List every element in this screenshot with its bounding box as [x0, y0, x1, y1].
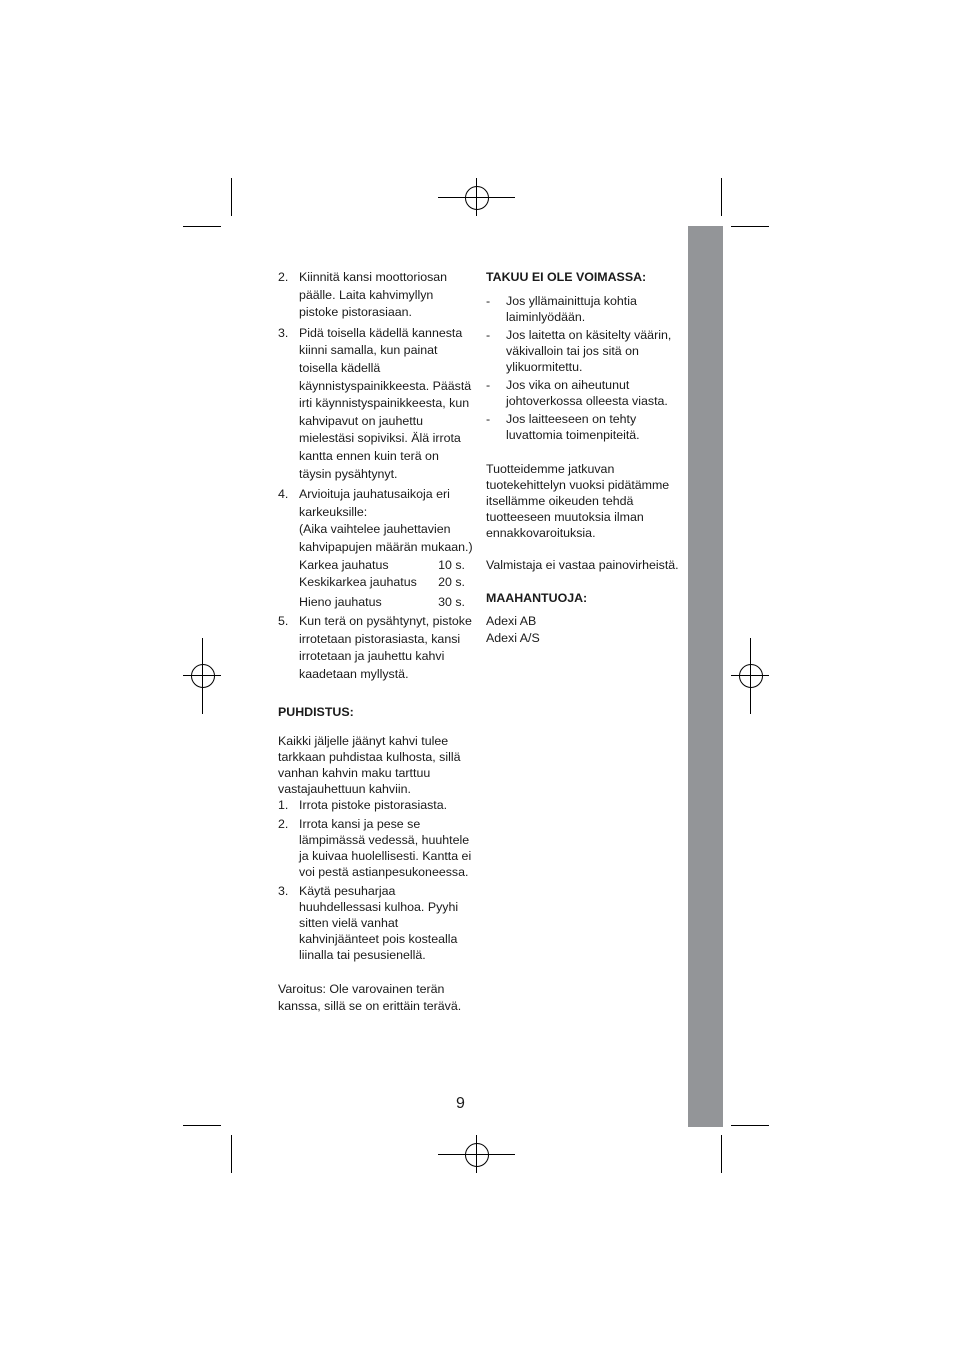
importer-heading: MAAHANTUOJA:	[486, 590, 588, 605]
list-item	[278, 816, 474, 880]
list-text: Irrota pistoke pistorasiasta.	[299, 798, 448, 813]
list-number: 2.	[278, 817, 289, 832]
grind-label: Keskikarkea jauhatus	[299, 575, 417, 590]
list-text: Jos laitetta on käsitelty väärin, väkivalloin tai jos sitä on ylikuormitettu.	[506, 327, 672, 374]
dash-bullet: -	[486, 293, 491, 308]
list-text: Kiinnitä kansi moottoriosan päälle. Laita kahvimyllyn pistoke pistorasiaan.	[299, 270, 448, 320]
list-item	[278, 797, 474, 813]
list-number: 3.	[278, 884, 289, 899]
grind-row	[299, 594, 474, 612]
list-item	[278, 325, 474, 483]
grind-time: 30 s.	[438, 594, 465, 609]
cleaning-heading: PUHDISTUS:	[278, 704, 354, 719]
misprint-note: Valmistaja ei vastaa painovirheistä.	[486, 557, 679, 572]
list-text: Kun terä on pysähtynyt, pistoke irrotetaan pistorasiasta, kansi irrotetaan ja jauhettu kahvi kaadetaan myllystä.	[299, 614, 472, 682]
list-number: 3.	[278, 325, 289, 340]
development-note: Tuotteidemme jatkuvan tuotekehittelyn vuoksi pidätämme itsellämme oikeuden tehdä tuotteeseen muutoksia ilman ennakkovaroituksia.	[486, 461, 670, 540]
left-column	[278, 269, 474, 1014]
list-text: Irrota kansi ja pese se lämpimässä vedessä, huuhtele ja kuivaa huolellisesti. Kantta ei voi pestä astianpesukoneessa.	[299, 817, 472, 880]
list-item	[486, 327, 682, 375]
warning-text: Varoitus: Ole varovainen terän kanssa, sillä se on erittäin terävä.	[278, 982, 462, 1013]
list-number: 2.	[278, 270, 289, 284]
grind-time: 10 s.	[438, 557, 465, 572]
dash-bullet: -	[486, 327, 491, 342]
list-number: 1.	[278, 798, 289, 813]
grind-label: Hieno jauhatus	[299, 594, 382, 609]
grind-time: 20 s.	[438, 575, 465, 590]
list-number: 5.	[278, 614, 289, 629]
warranty-heading: TAKUU EI OLE VOIMASSA:	[486, 270, 647, 284]
list-text: Käytä pesuharjaa huuhdellessasi kulhoa. Pyyhi sitten vielä vanhat kahvinjäänteet pois kostealla liinalla tai pesusienellä.	[299, 884, 459, 963]
list-item	[486, 293, 682, 325]
grind-row	[299, 574, 474, 592]
list-item	[278, 269, 474, 322]
grind-row	[299, 557, 474, 575]
list-text: Pidä toisella kädellä kannesta kiinni samalla, kun painat toisella kädellä käynnistyspainikkeesta. Päästä irti käynnistyspainikkeesta, kun kahvipavut on jauhettu mielestäsi sopiviksi. Älä irrota kantta ennen kuin terä on täysin pysähtynyt.	[299, 325, 472, 481]
list-item	[278, 613, 474, 683]
list-text: Jos yllämainittuja kohtia laiminlyödään.	[506, 293, 637, 324]
list-item	[278, 883, 474, 963]
list-text: Jos vika on aiheutunut johtoverkossa olleesta viasta.	[506, 377, 668, 408]
step4-note: (Aika vaihtelee jauhettavien kahvipapujen määrän mukaan.)	[299, 522, 473, 554]
importer-line: Adexi AB	[486, 614, 537, 629]
side-tab	[688, 226, 723, 1127]
list-item	[278, 486, 474, 611]
list-text: Arvioituja jauhatusaikoja eri karkeuksille:	[299, 487, 450, 519]
right-column	[486, 269, 682, 646]
dash-bullet: -	[486, 377, 491, 392]
grind-label: Karkea jauhatus	[299, 557, 389, 572]
list-item	[486, 411, 682, 443]
list-text: Jos laitteeseen on tehty luvattomia toimenpiteitä.	[506, 411, 640, 442]
list-number: 4.	[278, 487, 289, 502]
list-item	[486, 377, 682, 409]
cleaning-intro: Kaikki jäljelle jäänyt kahvi tulee tarkkaan puhdistaa kulhosta, sillä vanhan kahvin maku tarttuu vastajauhettuun kahviin.	[278, 734, 461, 797]
dash-bullet: -	[486, 411, 491, 426]
importer-line: Adexi A/S	[486, 630, 540, 645]
page-number: 9	[456, 1095, 465, 1112]
